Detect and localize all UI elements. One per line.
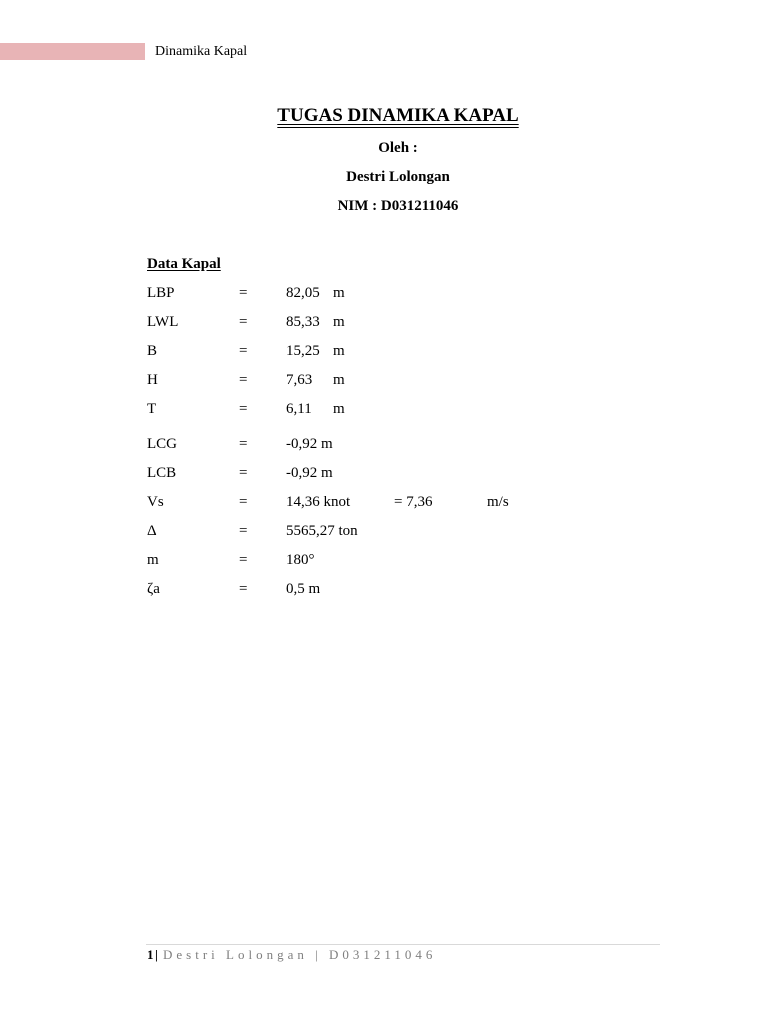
row-unit: m (333, 285, 345, 301)
row-equals: = (239, 314, 248, 330)
row-label: ζa (147, 581, 160, 597)
row-value: 6,11 (286, 401, 312, 417)
row-value: 5565,27 ton (286, 523, 358, 539)
section-heading: Data Kapal (147, 256, 221, 272)
row-unit: m (333, 343, 345, 359)
row-label: T (147, 401, 157, 417)
data-row-lcg (147, 430, 649, 459)
row-equals: = (239, 523, 248, 539)
row-equals: = (239, 401, 248, 417)
footer-separator: | (155, 947, 158, 962)
data-row-wave-amplitude (147, 575, 649, 604)
data-row-b (147, 337, 649, 366)
row-label: LBP (147, 285, 175, 301)
data-row-heading-angle (147, 546, 649, 575)
footer-divider (146, 944, 660, 945)
footer-text: Destri Lolongan | D031211046 (163, 947, 437, 962)
data-row-lbp (147, 279, 649, 308)
row-unit: m (333, 314, 345, 330)
data-row-t (147, 395, 649, 424)
header-accent-bar (0, 43, 145, 60)
data-row-displacement (147, 517, 649, 546)
row-value: 180° (286, 552, 315, 568)
row-value: 15,25 (286, 343, 320, 359)
row-equals: = (239, 372, 248, 388)
row-unit: m (333, 401, 345, 417)
row-label: B (147, 343, 158, 359)
student-id: NIM : D031211046 (337, 198, 459, 214)
row-label: LCG (147, 436, 177, 452)
row-value: 7,63 (286, 372, 313, 388)
row-converted-value: = 7,36 (394, 494, 433, 510)
data-row-h (147, 366, 649, 395)
row-unit: m (333, 372, 345, 388)
row-value: -0,92 m (286, 465, 333, 481)
row-label: Δ (147, 523, 157, 539)
data-kapal-section (147, 250, 649, 604)
data-row-lwl (147, 308, 649, 337)
row-label: Vs (147, 494, 164, 510)
row-value: 85,33 (286, 314, 320, 330)
row-label: H (147, 372, 158, 388)
row-equals: = (239, 285, 248, 301)
author-name: Destri Lolongan (346, 169, 450, 185)
row-equals: = (239, 465, 248, 481)
data-row-vs (147, 488, 649, 517)
row-value: -0,92 m (286, 436, 333, 452)
row-value: 14,36 knot (286, 494, 351, 510)
row-value: 0,5 m (286, 581, 321, 597)
row-value: 82,05 (286, 285, 320, 301)
row-equals: = (239, 436, 248, 452)
row-converted-unit: m/s (487, 494, 509, 510)
author-label: Oleh : (378, 140, 418, 156)
row-equals: = (239, 494, 248, 510)
row-label: LCB (147, 465, 177, 481)
row-label: LWL (147, 314, 179, 330)
row-equals: = (239, 343, 248, 359)
page-number: 1 (147, 947, 154, 962)
header-title: Dinamika Kapal (155, 44, 248, 59)
row-equals: = (239, 581, 248, 597)
document-title: TUGAS DINAMIKA KAPAL (277, 105, 519, 126)
data-row-lcb (147, 459, 649, 488)
row-equals: = (239, 552, 248, 568)
row-label: m (147, 552, 159, 568)
